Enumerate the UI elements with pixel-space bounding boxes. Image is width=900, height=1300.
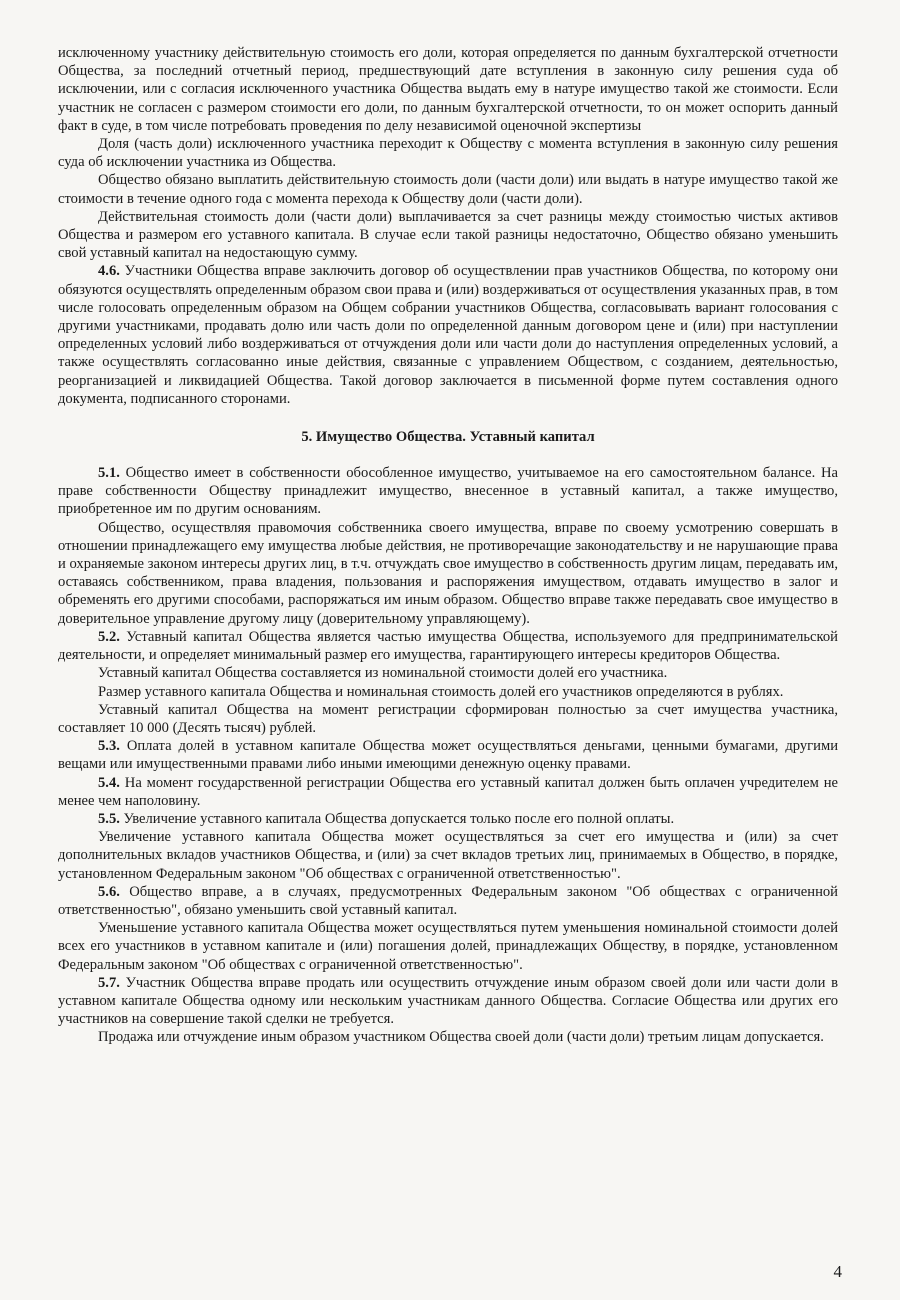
clause-4-6: [58, 262, 838, 408]
paragraph: исключенному участнику действительную стоимость его доли, которая определяется по данным бухгалтерской отчетности Общества, за последний отчетный период, предшествующий дате вступления в законную силу решения суда об исключении, или с согласия исключенного участника Общества выдать ему в натуре имущество такой же стоимости. Если участник не согласен с размером стоимости его доли, по данным бухгалтерской отчетности, то он может оспорить данный факт в суде, в том числе потребовать проведения по делу независимой оценочной экспертизы: [58, 45, 838, 134]
paragraph: Размер уставного капитала Общества и номинальная стоимость долей его участников определяются в рублях.: [98, 683, 784, 700]
clause-number: 5.7.: [98, 974, 120, 991]
clause-5-3: [58, 737, 838, 773]
clause-5-7: [58, 974, 838, 1029]
clause-text: Уставный капитал Общества является частью имущества Общества, используемого для предпринимательской деятельности, и определяет минимальный размер его имущества, гарантирующего интересы кредиторов Общества.: [58, 628, 838, 664]
paragraph: Доля (часть доли) исключенного участника переходит к Обществу с момента вступления в законную силу решения суда об исключении участника из Общества.: [58, 136, 838, 171]
clause-5-1: [58, 464, 838, 519]
clause-text: Общество вправе, а в случаях, предусмотренных Федеральным законом "Об обществах с ограниченной ответственностью", обязано уменьшить свой уставный капитал.: [58, 883, 838, 918]
paragraph: Общество обязано выплатить действительную стоимость доли (части доли) или выдать в натуре имущество такой же стоимости в течение одного года с момента перехода к Обществу доли (части доли).: [58, 172, 838, 207]
clause-number: 5.5.: [98, 810, 120, 827]
clause-text: Оплата долей в уставном капитале Общества может осуществляться деньгами, ценными бумагами, другими вещами или имущественными правами либо иными имеющими денежную оценку правами.: [58, 738, 838, 773]
clause-text: Участник Общества вправе продать или осуществить отчуждение иным образом своей доли или части доли в уставном капитале Общества одному или нескольким участникам данного Общества. Согласие Общества или других его участников на совершение такой сделки не требуется.: [58, 974, 838, 1028]
clause-number: 4.6.: [98, 263, 120, 280]
section-heading: 5. Имущество Общества. Уставный капитал: [301, 429, 595, 446]
clause-number: 5.6.: [98, 883, 120, 900]
clause-text: Общество имеет в собственности обособленное имущество, учитываемое на его самостоятельном балансе. На праве собственности Обществу принадлежит имущество, внесенное в уставный капитал, а также имущество, приобретенное им по другим основаниям.: [58, 465, 838, 518]
clause-number: 5.4.: [98, 774, 120, 791]
clause-5-2: [58, 628, 838, 664]
clause-5-5: [58, 810, 838, 828]
page-number: 4: [833, 1262, 842, 1281]
clause-number: 5.2.: [98, 628, 120, 645]
paragraph: Общество, осуществляя правомочия собственника своего имущества, вправе по своему усмотрению совершать в отношении принадлежащего ему имущества любые действия, не противоречащие законодательству и не нарушающие права и охраняемые законом интересы других лиц, в т.ч. отчуждать свое имущество в собственность другим лицам, передавать им, оставаясь собственником, права владения, пользования и распоряжения имуществом, отдавать имущество в залог и обременять его другими способами, распоряжаться им иным образом. Общество вправе также передавать свое имущество в доверительное управление другому лицу (доверительному управляющему).: [58, 519, 838, 627]
paragraph: Действительная стоимость доли (части доли) выплачивается за счет разницы между стоимостью чистых активов Общества и размером его уставного капитала. В случае если такой разницы недостаточно, Общество обязано уменьшить свой уставный капитал на недостающую сумму.: [58, 208, 838, 262]
clause-text: Увеличение уставного капитала Общества допускается только после его полной оплаты.: [119, 810, 675, 827]
clause-text: На момент государственной регистрации Общества его уставный капитал должен быть оплачен учредителем не менее чем наполовину.: [58, 774, 838, 809]
paragraph: Продажа или отчуждение иным образом участником Общества своей доли (части доли) третьим лицам допускается.: [98, 1029, 824, 1046]
clause-5-4: [58, 774, 838, 810]
clause-number: 5.1.: [98, 465, 120, 482]
paragraph: Увеличение уставного капитала Общества может осуществляться за счет его имущества и (или) за счет дополнительных вкладов участников Общества, и (или) за счет вкладов третьих лиц, принимаемых в Общество, в порядке, установленном Федеральным законом "Об обществах с ограниченной ответственностью".: [58, 829, 838, 882]
paragraph: Уменьшение уставного капитала Общества может осуществляться путем уменьшения номинальной стоимости долей всех его участников в уставном капитале и (или) погашения долей, принадлежащих Обществу, в порядке, установленном Федеральным законом "Об обществах с ограниченной ответственностью".: [58, 920, 838, 973]
clause-number: 5.3.: [98, 738, 120, 755]
clause-5-6: [58, 883, 838, 919]
clause-text: Участники Общества вправе заключить договор об осуществлении прав участников Общества, по которому они обязуются осуществлять определенным образом свои права и (или) воздерживаться от осуществления указанных прав, в том числе голосовать определенным образом на Общем собрании участников Общества, согласовывать вариант голосования с другими участниками, продавать долю или часть доли по определенной данным договором цене и (или) при наступлении определенных условий либо воздерживаться от отчуждения доли или части доли до наступления определенных условий, а также осуществлять согласованно иные действия, связанные с управлением Обществом, с созданием, деятельностью, реорганизацией и ликвидацией Общества. Такой договор заключается в письменной форме путем составления одного документа, подписанного сторонами.: [58, 263, 838, 407]
paragraph: Уставный капитал Общества составляется из номинальной стоимости долей его участника.: [98, 665, 668, 682]
paragraph: Уставный капитал Общества на момент регистрации сформирован полностью за счет имущества участника, составляет 10 000 (Десять тысяч) рублей.: [58, 701, 838, 736]
